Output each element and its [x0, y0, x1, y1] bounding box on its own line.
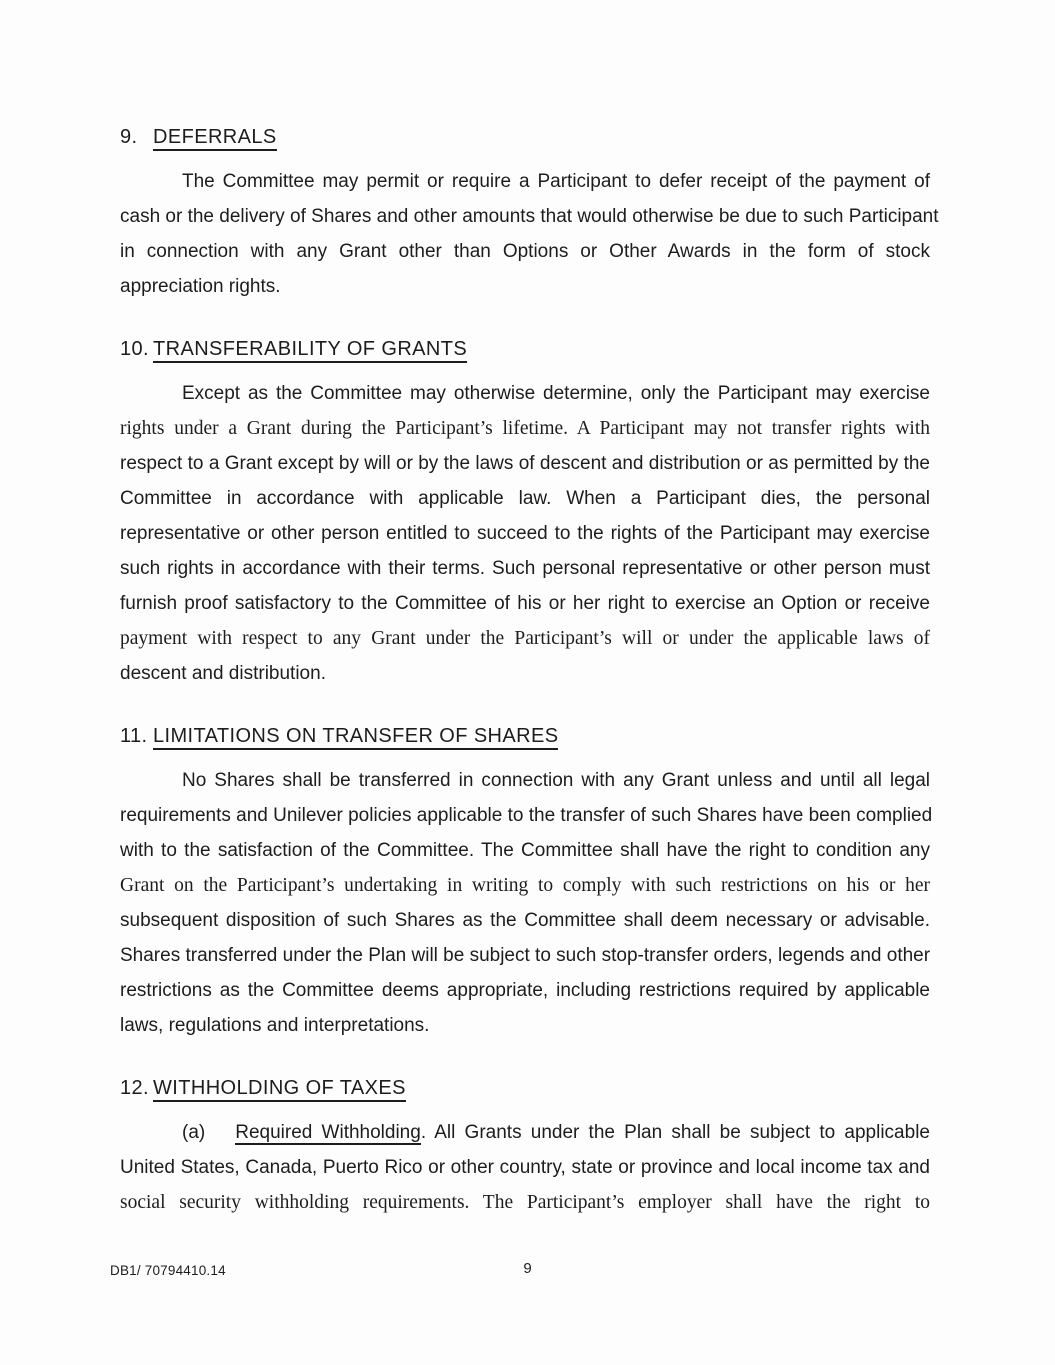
underlined-run: Required Withholding [235, 1122, 421, 1143]
text-line [120, 1115, 930, 1150]
section-11 [120, 721, 933, 1043]
text-line: such rights in accordance with their terms. Such personal representative or other person must [120, 558, 930, 579]
text-line: Committee in accordance with applicable law. When a Participant dies, the personal [120, 488, 930, 509]
paragraph [120, 376, 930, 691]
section-title: LIMITATIONS ON TRANSFER OF SHARES [153, 725, 558, 750]
section-number: 10. [120, 338, 150, 360]
text-line: The Committee may permit or require a Participant to defer receipt of the payment of [182, 171, 930, 192]
text-line: Grant on the Participant’s undertaking in writing to comply with such restrictions on his or her [120, 875, 930, 896]
section-title: DEFERRALS [153, 126, 277, 151]
text-run: (a) [182, 1122, 206, 1143]
text-line: No Shares shall be transferred in connection with any Grant unless and until all legal [182, 770, 930, 791]
footer-doc-id: DB1/ 70794410.14 [110, 1263, 226, 1278]
section-title: TRANSFERABILITY OF GRANTS [153, 338, 467, 363]
text-line: restrictions as the Committee deems appropriate, including restrictions required by applicable [120, 980, 930, 1001]
section-12 [120, 1073, 930, 1220]
text-line: Except as the Committee may otherwise determine, only the Participant may exercise [182, 383, 930, 404]
paragraph [120, 164, 939, 304]
document-content [120, 122, 939, 1220]
section-number: 9. [120, 126, 138, 148]
section-10 [120, 334, 930, 691]
section-heading [120, 122, 930, 152]
text-line: respect to a Grant except by will or by the laws of descent and distribution or as permitted by the [120, 453, 930, 474]
text-line: payment with respect to any Grant under the Participant’s will or under the applicable laws of [120, 628, 930, 649]
text-line: United States, Canada, Puerto Rico or other country, state or province and local income tax and [120, 1157, 930, 1178]
text-run: . All Grants under the Plan shall be subject to applicable [420, 1122, 930, 1143]
text-line: descent and distribution. [120, 663, 326, 684]
text-line: cash or the delivery of Shares and other amounts that would otherwise be due to such Participant [120, 206, 939, 227]
text-line: Shares transferred under the Plan will be subject to such stop-transfer orders, legends and other [120, 945, 931, 966]
section-number: 11. [120, 725, 148, 747]
text-line: requirements and Unilever policies applicable to the transfer of such Shares have been complied [120, 805, 933, 826]
section-heading [120, 721, 930, 751]
section-heading [120, 1073, 930, 1103]
text-line: furnish proof satisfactory to the Committee of his or her right to exercise an Option or receive [120, 593, 930, 614]
text-line: laws, regulations and interpretations. [120, 1015, 430, 1036]
section-9 [120, 122, 939, 304]
section-title: WITHHOLDING OF TAXES [153, 1077, 406, 1102]
text-line: social security withholding requirements. The Participant’s employer shall have the right to [120, 1192, 930, 1213]
text-line: subsequent disposition of such Shares as the Committee shall deem necessary or advisable. [120, 910, 930, 931]
section-heading [120, 334, 930, 364]
text-line: in connection with any Grant other than Options or Other Awards in the form of stock [120, 241, 930, 262]
section-number: 12. [120, 1077, 150, 1099]
footer-page-number: 9 [523, 1260, 532, 1277]
text-line: representative or other person entitled to succeed to the rights of the Participant may exercise [120, 523, 930, 544]
paragraph [120, 763, 933, 1043]
text-line: appreciation rights. [120, 276, 281, 297]
paragraph [120, 1115, 930, 1220]
text-line: with to the satisfaction of the Committee. The Committee shall have the right to condition any [120, 840, 930, 861]
page-footer [0, 1258, 1055, 1288]
text-line: rights under a Grant during the Participant’s lifetime. A Participant may not transfer rights with [120, 418, 930, 439]
